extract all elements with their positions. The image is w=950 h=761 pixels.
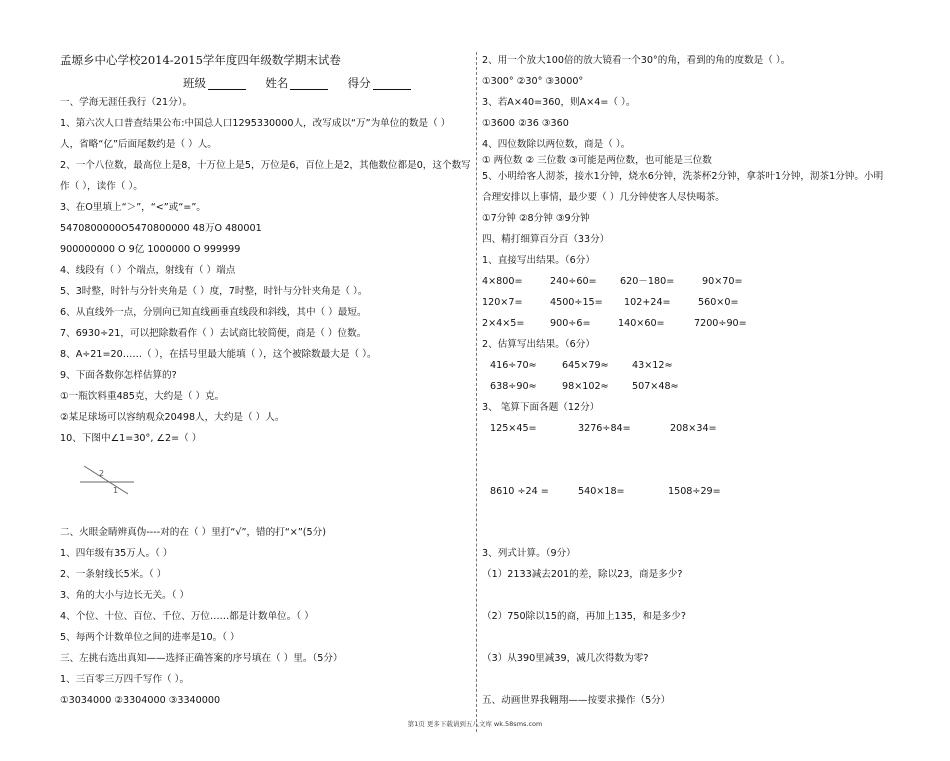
question-text: 合理安排以上事情，最少要（ ）几分钟使客人尽快喝茶。 bbox=[482, 192, 725, 203]
question-text: 5、每两个计数单位之间的进率是10。（ ） bbox=[60, 632, 240, 643]
class-label: 班级 bbox=[183, 76, 206, 90]
vertical-calc-row bbox=[490, 486, 721, 498]
score-label: 得分 bbox=[347, 76, 371, 90]
estimate-item: 43×12≈ bbox=[632, 360, 673, 371]
estimate-item: 638÷90≈ bbox=[490, 381, 537, 392]
question-text: 4、四位数除以两位数，商是（ ）。 bbox=[482, 139, 631, 150]
vertical-calc-item: 3276÷84= bbox=[578, 423, 631, 434]
calc-item: 620－180= bbox=[620, 276, 675, 287]
question-text: 3、列式计算。（9分） bbox=[482, 548, 576, 559]
question-text: 人，省略“亿”后面尾数约是（ ）人。 bbox=[60, 139, 217, 150]
calc-item: 2×4×5= bbox=[482, 318, 525, 329]
angle-figure bbox=[76, 460, 136, 500]
question-text: 4、线段有（ ）个端点，射线有（ ）端点 bbox=[60, 265, 236, 276]
question-text: 2、一条射线长5米。（ ） bbox=[60, 569, 167, 580]
question-text: 5、3时整，时针与分针夹角是（ ）度，7时整，时针与分针夹角是（ ）。 bbox=[60, 286, 368, 297]
exam-title: 孟塬乡中心学校2014-2015学年度四年级数学期末试卷 bbox=[60, 53, 341, 67]
estimate-item: 507×48≈ bbox=[632, 381, 679, 392]
question-text: 900000000 O 9亿 1000000 O 999999 bbox=[60, 244, 241, 255]
vertical-calc-item: 8610 ÷24 = bbox=[490, 486, 549, 497]
question-options: ①3600 ②36 ③360 bbox=[482, 118, 569, 129]
calc-item: 140×60= bbox=[618, 318, 665, 329]
question-text: 9、下面各数你怎样估算的? bbox=[60, 370, 177, 381]
question-text: ①一瓶饮料重485克，大约是（ ）克。 bbox=[60, 391, 225, 402]
question-text: （3）从390里减39，减几次得数为零? bbox=[482, 653, 649, 664]
question-text: 2、估算写出结果。（6分） bbox=[482, 339, 595, 350]
question-text: 3、角的大小与边长无关。（ ） bbox=[60, 590, 190, 601]
vertical-calc-item: 540×18= bbox=[578, 486, 625, 497]
figure-slanted-line bbox=[84, 466, 128, 494]
calc-item: 900÷6= bbox=[550, 318, 591, 329]
question-options: ①7分钟 ②8分钟 ③9分钟 bbox=[482, 213, 590, 224]
question-text: 7、6930÷21，可以把除数看作（ ）去试商比较简便，商是（ ）位数。 bbox=[60, 328, 367, 339]
calc-row bbox=[482, 297, 739, 309]
calc-item: 7200÷90= bbox=[694, 318, 747, 329]
question-options: ① 两位数 ② 三位数 ③可能是两位数，也可能是三位数 bbox=[482, 155, 712, 166]
calc-item: 560×0= bbox=[698, 297, 739, 308]
question-text: ②某足球场可以容纳观众20498人，大约是（ ）人。 bbox=[60, 412, 285, 423]
calc-item: 4500÷15= bbox=[550, 297, 603, 308]
score-blank[interactable] bbox=[373, 77, 411, 90]
name-blank[interactable] bbox=[290, 77, 328, 90]
question-text: 4、个位、十位、百位、千位、万位……都是计数单位。（ ） bbox=[60, 611, 314, 622]
question-options: ①3034000 ②3304000 ③3340000 bbox=[60, 695, 221, 706]
question-text: 10、下图中∠1=30°, ∠2=（ ） bbox=[60, 433, 202, 444]
question-text: 5、小明给客人沏茶，接水1分钟，烧水6分钟，洗茶杯2分钟，拿茶叶1分钟，沏茶1分钟。小明 bbox=[482, 171, 884, 182]
question-text: 1、三百零三万四千写作（ ）。 bbox=[60, 674, 190, 685]
estimate-item: 416÷70≈ bbox=[490, 360, 537, 371]
question-text: 2、一个八位数，最高位上是8，十万位上是5，万位是6，百位上是2，其他数位都是0，这个数写 bbox=[60, 160, 471, 171]
calc-item: 240÷60= bbox=[550, 276, 597, 287]
question-text: （1）2133减去201的差，除以23，商是多少? bbox=[482, 569, 683, 580]
question-text: 8、A÷21=20……（ ），在括号里最大能填（ ），这个被除数最大是（ ）。 bbox=[60, 349, 377, 360]
calc-item: 120×7= bbox=[482, 297, 523, 308]
estimate-row bbox=[490, 381, 679, 393]
estimate-item: 645×79≈ bbox=[562, 360, 609, 371]
question-text: 1、四年级有35万人。（ ） bbox=[60, 548, 173, 559]
section-2-heading: 二、火眼金睛辨真伪----对的在（ ）里打“√”，错的打“×”(5分) bbox=[60, 527, 326, 538]
angle-2-label: 2 bbox=[99, 469, 105, 478]
question-text: 作（ ），读作（ ）。 bbox=[60, 181, 143, 192]
estimate-item: 98×102≈ bbox=[562, 381, 609, 392]
angle-1-label: 1 bbox=[113, 486, 119, 495]
section-5-heading: 五、动画世界我翱翔——按要求操作（5分） bbox=[482, 695, 671, 706]
question-text: 1、第六次人口普查结果公布:中国总人口1295330000人，改写成以“万”为单位的数是（ ） bbox=[60, 118, 451, 129]
vertical-calc-item: 1508÷29= bbox=[668, 486, 721, 497]
section-4-heading: 四、精打细算百分百（33分） bbox=[482, 234, 610, 245]
calc-item: 90×70= bbox=[702, 276, 743, 287]
section-1-heading: 一、学海无涯任我行（21分）。 bbox=[60, 97, 193, 108]
student-info-line bbox=[183, 77, 413, 90]
question-text: 5470800000O5470800000 48万O 480001 bbox=[60, 223, 262, 234]
question-text: 3、 笔算下面各题（12分） bbox=[482, 402, 600, 413]
question-text: 3、若A×40=360，则A×4=（ ）。 bbox=[482, 97, 636, 108]
calc-item: 4×800= bbox=[482, 276, 523, 287]
question-text: 1、直接写出结果。（6分） bbox=[482, 255, 595, 266]
estimate-row bbox=[490, 360, 673, 372]
name-label: 姓名 bbox=[265, 76, 289, 90]
question-text: 2、用一个放大100倍的放大镜看一个30°的角，看到的角的度数是（ ）。 bbox=[482, 55, 791, 66]
vertical-calc-item: 208×34= bbox=[670, 423, 717, 434]
class-blank[interactable] bbox=[208, 77, 246, 90]
question-text: 6、从直线外一点，分别向已知直线画垂直线段和斜线，其中（ ）最短。 bbox=[60, 307, 367, 318]
calc-item: 102+24= bbox=[624, 297, 671, 308]
vertical-calc-item: 125×45= bbox=[490, 423, 537, 434]
question-text: （2）750除以15的商，再加上135，和是多少? bbox=[482, 611, 686, 622]
vertical-calc-row bbox=[490, 423, 717, 435]
question-text: 3、在O里填上“＞”，“<”或“=”。 bbox=[60, 202, 206, 213]
column-divider bbox=[476, 52, 477, 732]
section-3-heading: 三、左挑右选出真知——选择正确答案的序号填在（ ）里。（5分） bbox=[60, 653, 343, 664]
calc-row bbox=[482, 318, 747, 330]
calc-row bbox=[482, 276, 743, 288]
question-options: ①300° ②30° ③3000° bbox=[482, 76, 584, 87]
page-footer: 第1页 更多下载请到五八文库 wk.58sms.com bbox=[407, 720, 543, 728]
